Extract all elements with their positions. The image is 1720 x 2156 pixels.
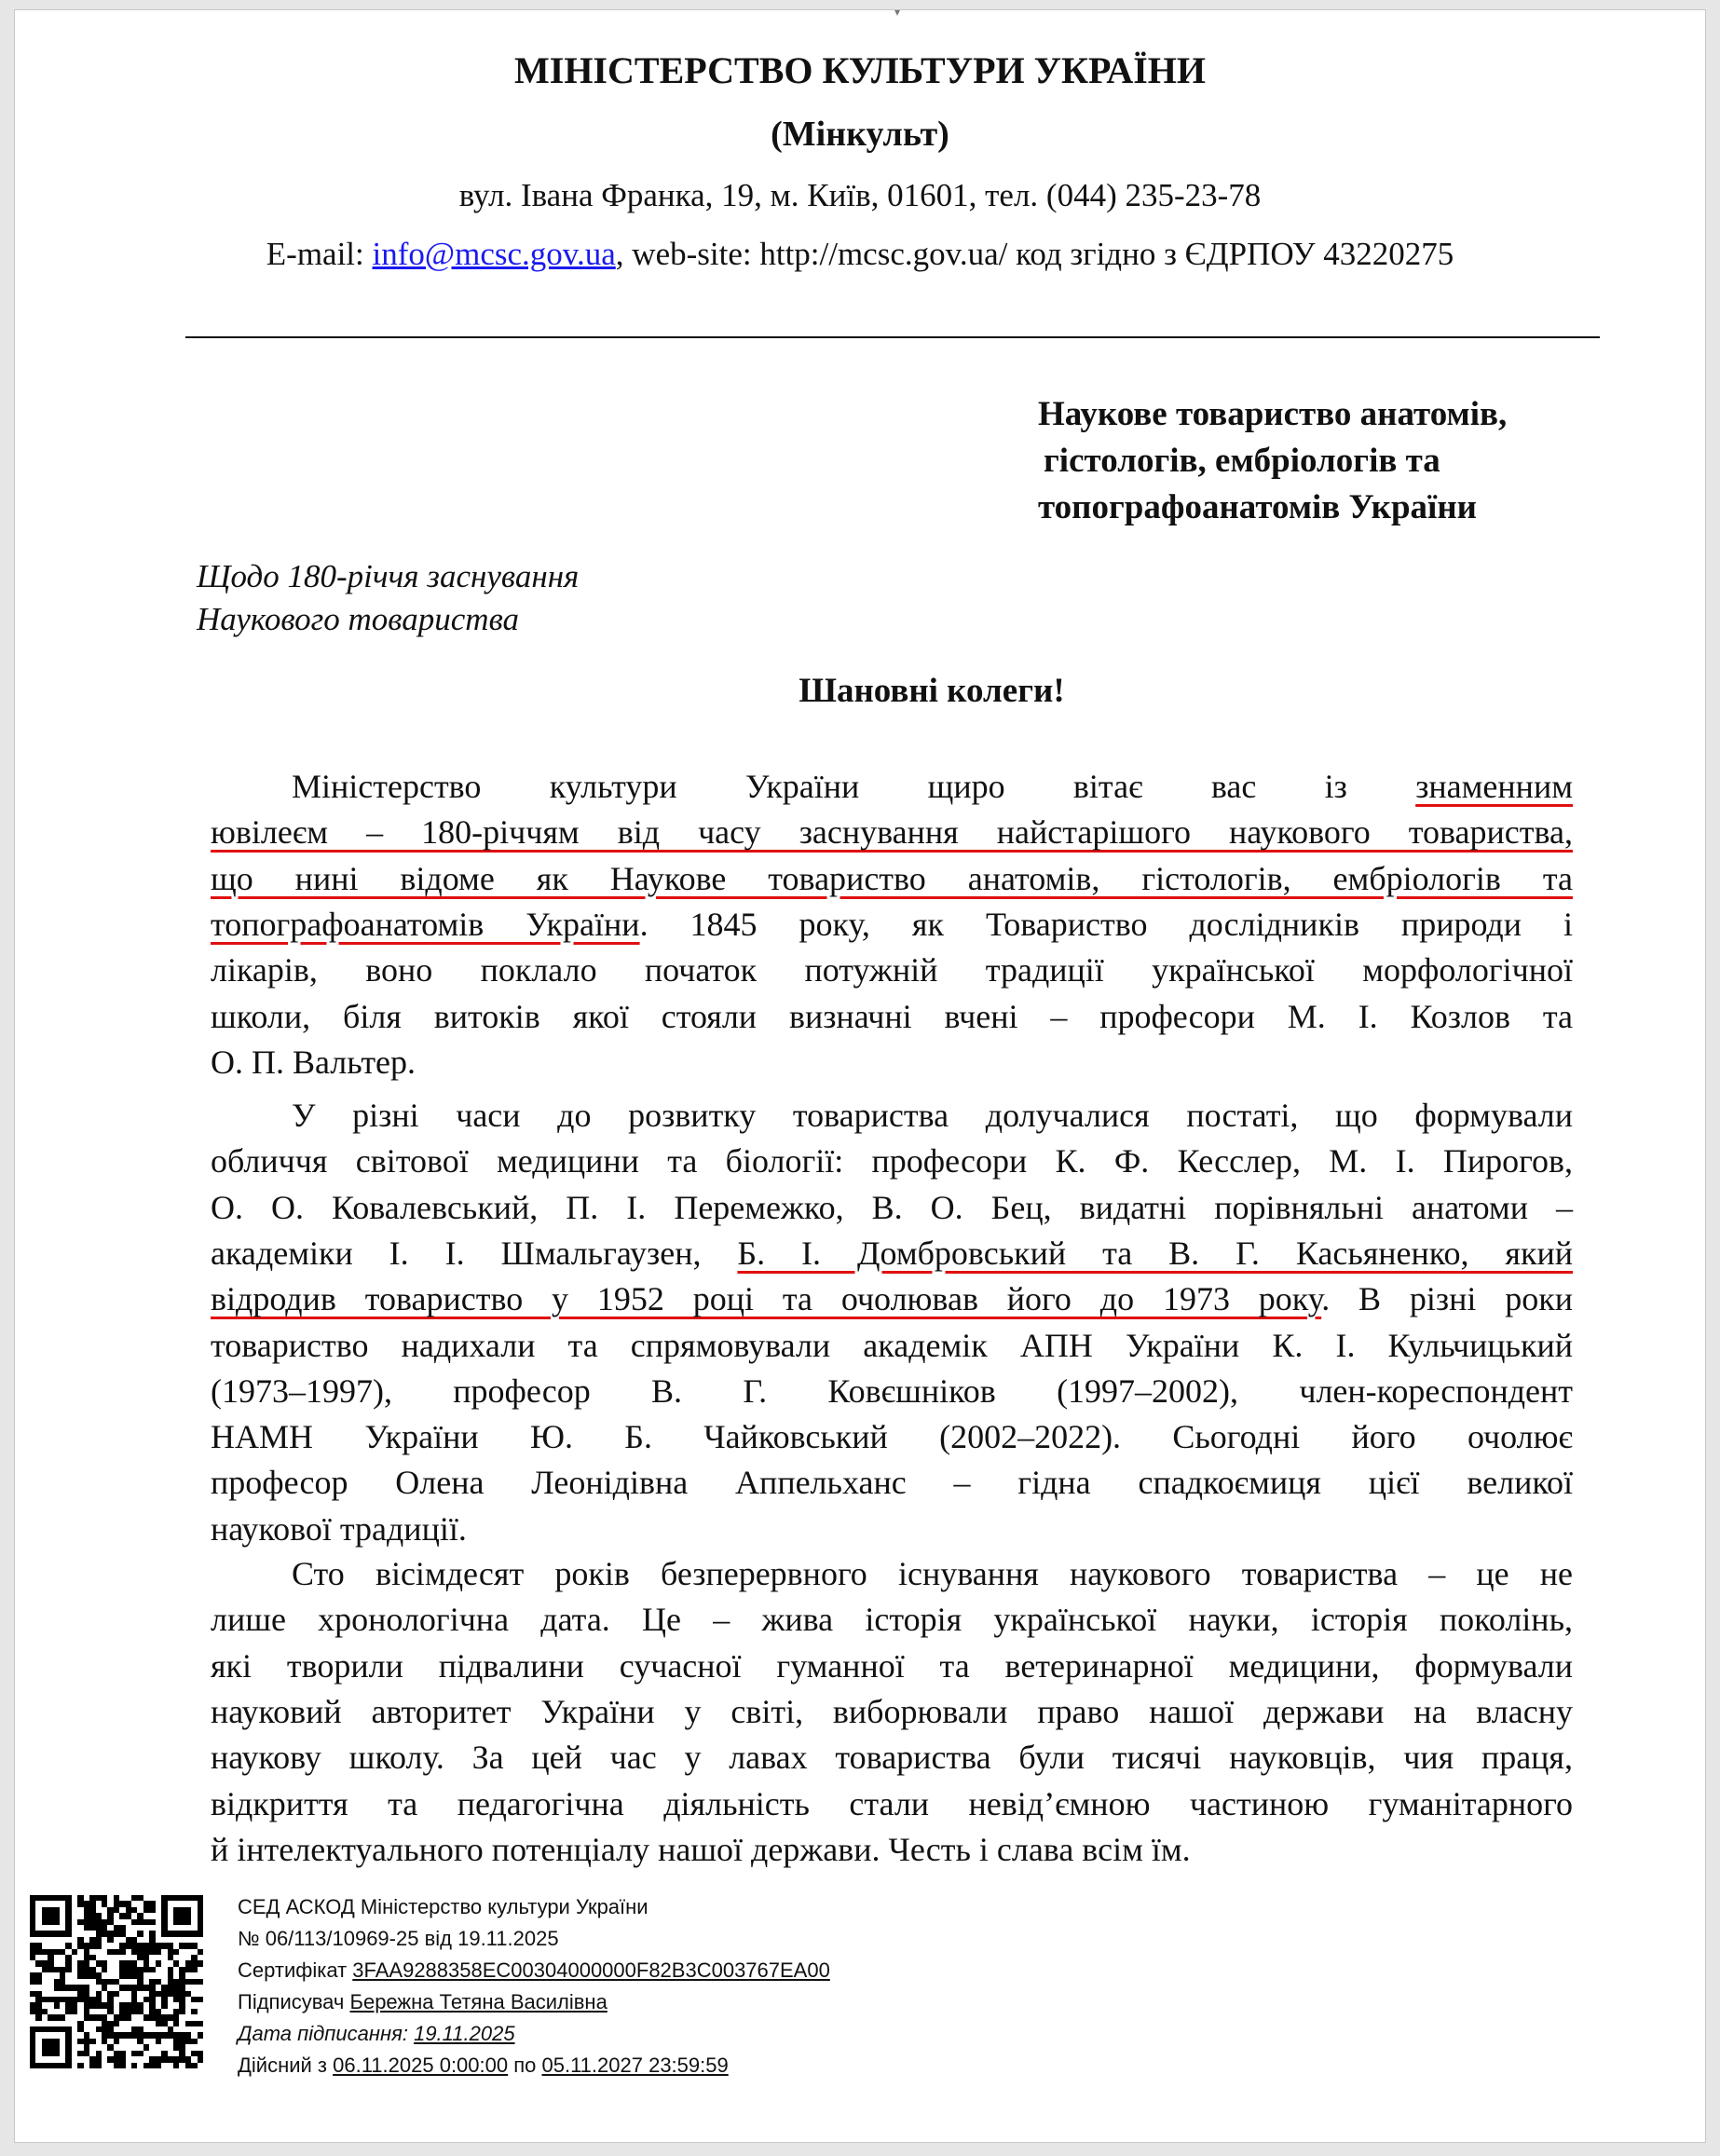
text-segment: академіки І. І. Шмальгаузен, — [211, 1234, 738, 1272]
paragraph-line — [211, 1738, 1573, 1777]
qr-code — [30, 1895, 203, 2068]
stamp-certificate — [238, 1958, 830, 1983]
paragraph-line — [211, 1784, 1573, 1823]
text-segment: О. П. Вальтер. — [211, 1043, 416, 1081]
text-segment: товариство надихали та спрямовували академік АПН України К. І. Кульчицький — [211, 1326, 1573, 1364]
recipient-line: гістологів, ембріологів та — [1044, 442, 1440, 480]
text-segment: відкриття та педагогічна діяльність стали невід’ємною частиною гуманітарного — [211, 1784, 1573, 1822]
subject-line: Щодо 180-річчя заснування — [197, 558, 580, 594]
date-value: 19.11.2025 — [414, 2022, 515, 2045]
valid-label: Дійсний з — [238, 2054, 334, 2077]
cert-label: Сертифікат — [238, 1958, 353, 1982]
website-and-code: , web-site: http://mcsc.gov.ua/ код згідно з ЄДРПОУ 43220275 — [615, 236, 1454, 272]
subject-line: Наукового товариства — [197, 601, 520, 637]
recipient-line: Наукове товариство анатомів, — [1038, 395, 1508, 433]
paragraph-line — [211, 1509, 1573, 1549]
text-segment: наукової традиції. — [211, 1509, 467, 1548]
text-segment: обличчя світової медицини та біології: професори К. Ф. Кесслер, М. І. Пирогов, — [211, 1142, 1573, 1180]
text-segment: . В різні роки — [1321, 1280, 1574, 1318]
email-label: E-mail: — [266, 236, 373, 272]
paragraph-line — [211, 1326, 1573, 1365]
text-segment: Міністерство культури України щиро вітає вас із — [292, 768, 1416, 805]
text-segment: О. О. Ковалевський, П. І. Перемежко, В. О. Бец, видатні порівняльні анатоми – — [211, 1188, 1573, 1226]
paragraph-line — [211, 1141, 1573, 1180]
paragraph-line — [211, 1371, 1573, 1411]
text-segment: які творили підвалини сучасної гуманної та ветеринарної медицини, формували — [211, 1646, 1573, 1685]
paragraph-line — [292, 1096, 1573, 1135]
paragraph-line — [211, 1646, 1573, 1685]
stamp-system: СЕД АСКОД Міністерство культури України — [238, 1895, 648, 1918]
text-segment: (1973–1997), професор В. Г. Ковєшніков (1997–2002), член-кореспондент — [211, 1371, 1573, 1410]
paragraph-line — [211, 1279, 1573, 1318]
underlined-text: відродив товариство у 1952 році та очолював його до 1973 року — [211, 1280, 1322, 1318]
text-segment: НАМН України Ю. Б. Чайковський (2002–2022). Сьогодні його очолює — [211, 1418, 1573, 1456]
text-segment: лише хронологічна дата. Це – жива історія української науки, історія поколінь, — [211, 1601, 1573, 1639]
underlined-text: топографоанатомів України — [211, 905, 640, 943]
header-divider — [185, 336, 1600, 338]
cert-value: 3FAA9288358EC00304000000F82B3C003767EA00 — [352, 1958, 830, 1982]
ministry-address: вул. Івана Франка, 19, м. Київ, 01601, тел. (044) 235-23-78 — [458, 177, 1262, 213]
text-segment: лікарів, воно поклало початок потужній традиції української морфологічної — [211, 951, 1573, 989]
email-link[interactable]: info@mcsc.gov.ua — [372, 236, 616, 272]
text-segment: наукову школу. За цей час у лавах товариства були тисячі науковців, чия праця, — [211, 1739, 1573, 1777]
paragraph-line — [211, 997, 1573, 1036]
paragraph-line — [211, 905, 1573, 944]
stamp-date — [238, 2022, 515, 2046]
paragraph-line — [211, 1188, 1573, 1227]
ministry-title: МІНІСТЕРСТВО КУЛЬТУРИ УКРАЇНИ — [514, 49, 1206, 91]
ministry-short-name: (Мінкульт) — [771, 115, 949, 154]
paragraph-line — [211, 1417, 1573, 1456]
stamp-number: № 06/113/10969-25 від 19.11.2025 — [238, 1927, 559, 1950]
paragraph-line — [211, 1043, 1573, 1082]
recipient-line: топографоанатомів України — [1038, 488, 1477, 526]
paragraph-line — [211, 1692, 1573, 1731]
text-segment: науковий авторитет України у світі, виборювали право нашої держави на власну — [211, 1692, 1573, 1730]
date-label: Дата підписання: — [238, 2022, 415, 2045]
paragraph-line — [292, 1554, 1573, 1593]
signer-label: Підписувач — [238, 1990, 350, 2013]
underlined-text: ювілеєм – 180-річчям від часу заснування найстарішого наукового товариства, — [211, 813, 1573, 852]
text-segment: професор Олена Леонідівна Аппельханс – гідна спадкоємиця цієї великої — [211, 1464, 1573, 1502]
page-marker-icon: ▾ — [894, 6, 901, 19]
text-segment: Сто вісімдесят років безперервного існування наукового товариства – це не — [292, 1555, 1573, 1592]
valid-to: 05.11.2027 23:59:59 — [541, 2054, 729, 2077]
text-segment: . 1845 року, як Товариство дослідників природи і — [639, 905, 1573, 943]
paragraph-line — [211, 1234, 1573, 1273]
stamp-validity — [238, 2054, 729, 2078]
signer-value: Бережна Тетяна Василівна — [349, 1990, 607, 2013]
stamp-signer — [238, 1990, 607, 2014]
underlined-text: що нині відоме як Наукове товариство анатомів, гістологів, ембріологів та — [211, 859, 1573, 897]
underlined-text: Б. І. Домбровський та В. Г. Касьяненко, який — [737, 1234, 1573, 1272]
text-segment: У різні часи до розвитку товариства долучалися постаті, що формували — [292, 1097, 1573, 1134]
paragraph-line — [211, 1600, 1573, 1639]
underlined-text: знаменним — [1415, 768, 1573, 805]
text-segment: й інтелектуального потенціалу нашої держави. Честь і слава всім їм. — [211, 1830, 1191, 1868]
paragraph-line — [292, 767, 1573, 806]
text-segment: школи, біля витоків якої стояли визначні вчені – професори М. І. Козлов та — [211, 997, 1573, 1035]
paragraph-line — [211, 812, 1573, 852]
paragraph-line — [211, 1830, 1573, 1869]
valid-from: 06.11.2025 0:00:00 — [333, 2054, 509, 2077]
paragraph-line — [211, 1463, 1573, 1502]
ministry-contacts — [0, 236, 1720, 273]
paragraph-line — [211, 859, 1573, 898]
greeting: Шановні колеги! — [799, 672, 1065, 710]
paragraph-line — [211, 950, 1573, 989]
valid-mid: по — [508, 2054, 542, 2077]
